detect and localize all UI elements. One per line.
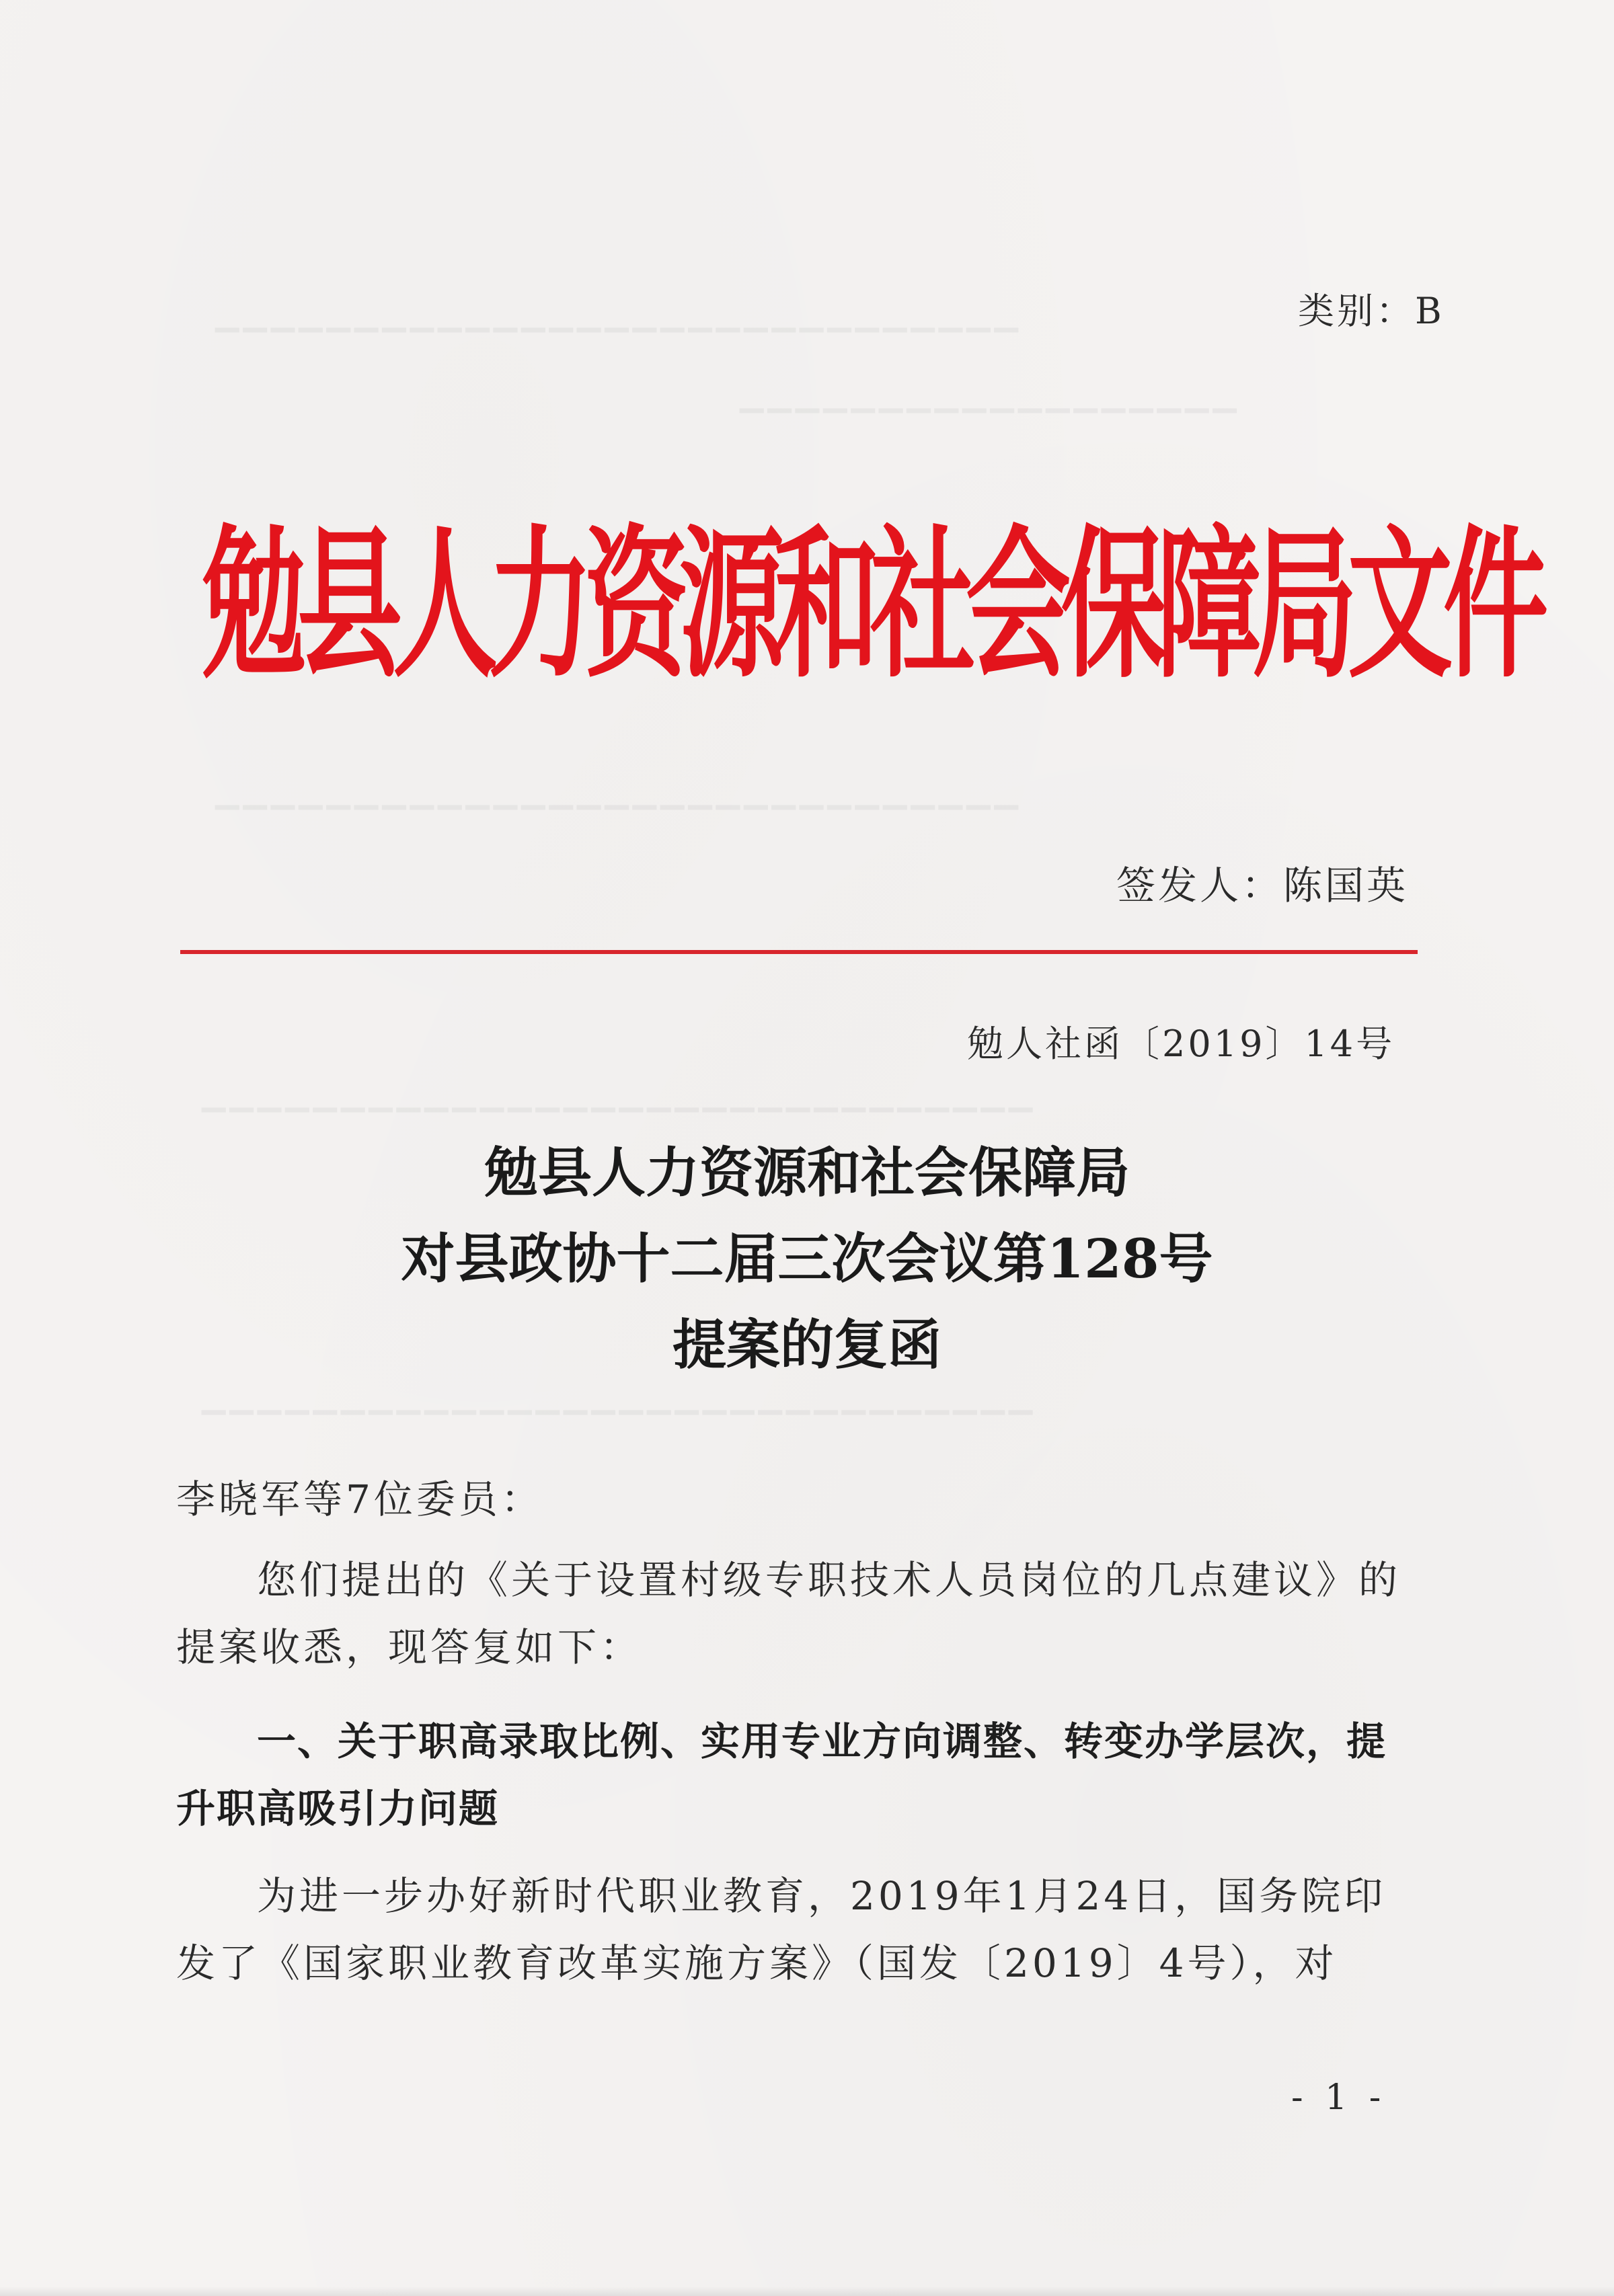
- reverse-side-bleed: ▁▁▁▁▁▁▁▁▁▁▁▁▁▁▁▁▁▁▁▁▁▁▁▁▁▁▁▁▁▁: [202, 1378, 1037, 1415]
- reverse-side-bleed: ▁▁▁▁▁▁▁▁▁▁▁▁▁▁▁▁▁▁▁▁▁▁▁▁▁▁▁▁▁: [215, 773, 1022, 809]
- paragraph-2: 为进一步办好新时代职业教育，2019年1月24日，国务院印发了《国家职业教育改革实施方案》（国发〔2019〕4号），对: [176, 1873, 1387, 1986]
- reverse-side-bleed: ▁▁▁▁▁▁▁▁▁▁▁▁▁▁▁▁▁▁▁▁▁▁▁▁▁▁▁▁▁▁: [202, 1076, 1037, 1112]
- subject-line-1: 勉县人力资源和社会保障局: [484, 1141, 1130, 1204]
- signer-label: 签发人：陈国英: [1116, 863, 1409, 908]
- category-label: 类别：B: [1298, 290, 1445, 332]
- subject-line-3: 提案的复函: [672, 1313, 942, 1376]
- document-subject: [202, 1130, 1412, 1388]
- reverse-side-bleed: ▁▁▁▁▁▁▁▁▁▁▁▁▁▁▁▁▁▁: [740, 377, 1241, 413]
- scan-edge-shadow: [0, 2287, 1614, 2296]
- page-number: - 1 -: [1291, 2077, 1387, 2118]
- subject-line-2: 对县政协十二届三次会议第128号: [401, 1227, 1213, 1290]
- document-number: 勉人社函〔2019〕14号: [967, 1023, 1395, 1065]
- reverse-side-bleed: ▁▁▁▁▁▁▁▁▁▁▁▁▁▁▁▁▁▁▁▁▁▁▁▁▁▁▁▁▁: [215, 296, 1022, 332]
- document-header-title: 勉县人力资源和社会保障局文件: [202, 509, 1539, 701]
- section-heading-1: 一、关于职高录取比例、实用专业方向调整、转变办学层次，提升职高吸引力问题: [176, 1718, 1387, 1831]
- red-divider-line: [180, 950, 1418, 954]
- salutation: 李晓军等7位委员：: [176, 1476, 543, 1522]
- paragraph-1: 您们提出的《关于设置村级专职技术人员岗位的几点建议》的提案收悉，现答复如下：: [176, 1557, 1401, 1670]
